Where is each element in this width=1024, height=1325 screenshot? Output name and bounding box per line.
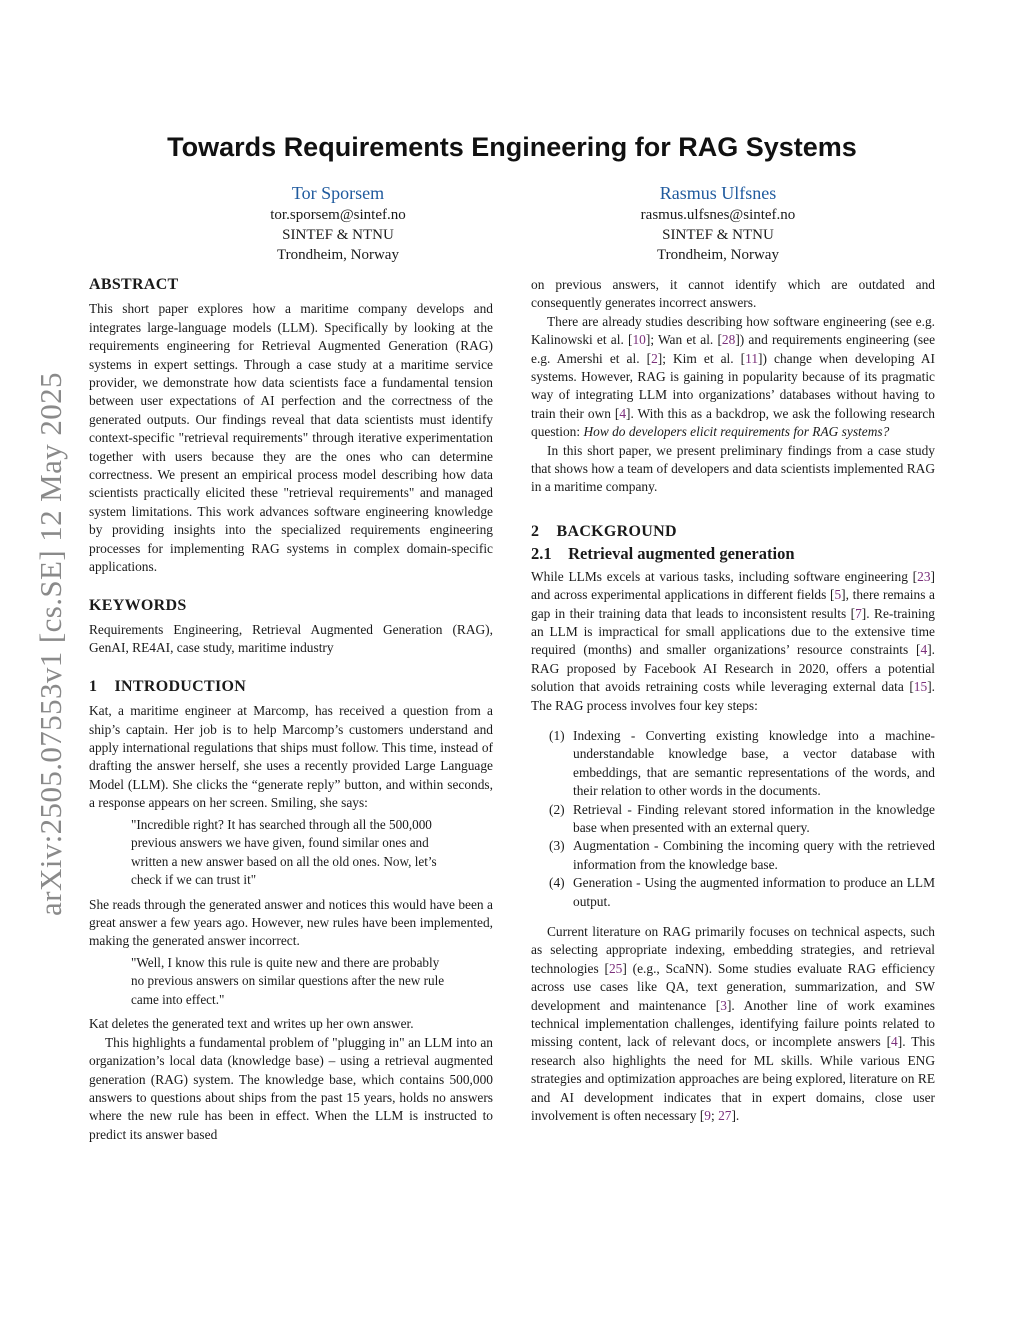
- author-email[interactable]: tor.sporsem@sintef.no: [270, 207, 406, 223]
- citation-link[interactable]: 5: [834, 587, 842, 603]
- list-item: (4) Generation - Using the augmented information to produce an LLM output.: [549, 875, 935, 909]
- citation-link[interactable]: 11: [745, 350, 759, 366]
- rag-subheading: 2.1 Retrieval augmented generation: [531, 544, 795, 564]
- citation-link[interactable]: 28: [721, 332, 736, 348]
- background-heading: 2 BACKGROUND: [531, 522, 677, 540]
- citation-link[interactable]: 27: [718, 1108, 732, 1124]
- background-paragraph: While LLMs excels at various tasks, including software engineering [23] and across experimental applications in different fields [5], there remains a gap in their training data that leads to inconsistent results [7]. Re-training an LLM is impractical for small applications due to the extensive time required (months) and smaller organizations’ resource constraints [4]. RAG proposed by Facebook AI Research in 2020, offers a potential solution that avoids retraining costs while leveraging external data [15]. The RAG process involves four key steps:: [531, 568, 935, 713]
- author-location: Trondheim, Norway: [657, 247, 779, 263]
- citation-link[interactable]: 25: [608, 960, 623, 976]
- arxiv-id: arXiv:2505.07553v1 [cs.SE] 12 May 2025: [33, 372, 68, 916]
- background-paragraph: Current literature on RAG primarily focuses on technical aspects, such as selecting appropriate indexing, embedding strategies, and retrieval technologies [25] (e.g., ScaNN). Some studies evaluate RAG efficiency across use cases like QA, text generation, summarization, and SW development and maintenance [3]. Another line of work examines technical implementation challenges, identifying failure points related to missing content, lack of relevant docs, or incomplete answers [4]. This research also highlights the need for ML skills. While various ENG strategies and optimization approaches are being explored, literature on RE and AI development indicates that in expert domains, close user involvement is often necessary [9; 27].: [531, 924, 935, 1124]
- intro-paragraph: on previous answers, it cannot identify which are outdated and consequently generates incorrect answers.: [531, 277, 935, 311]
- abstract-heading: ABSTRACT: [89, 276, 179, 293]
- abstract-text: This short paper explores how a maritime company develops and integrates large-language models (LLM). Specifically by looking at the requirements engineering for Retrieval Augmented Generation (RAG) systems in expert settings. Through a case study at a maritime service provider, we demonstrate how data scientists face a fundamental tension between user expectations of AI perfection and the correctness of the generated outputs. Our findings reveal that data scientists must identify context-specific "retrieval requirements" through iterative experimentation together with users because they are the ones who can determine correctness. We present an empirical process model describing how data scientists practically elicited these "retrieval requirements" and managed system limitations. This work advances software engineering knowledge by providing insights into the specialized requirements engineering processes for implementing RAG systems in complex domain-specific applications.: [89, 301, 493, 575]
- rag-steps-list: [531, 727, 935, 911]
- author-name[interactable]: Rasmus Ulfsnes: [659, 183, 777, 203]
- citation-link[interactable]: 4: [619, 405, 627, 421]
- citation-link[interactable]: 9: [704, 1108, 711, 1124]
- arxiv-sidebar-stamp: [34, 348, 68, 940]
- author-block-1: [178, 181, 498, 265]
- citation-link[interactable]: 10: [632, 332, 646, 348]
- intro-quote: "Well, I know this rule is quite new and there are probably no previous answers on similar questions after the new rule came into effect.": [131, 954, 445, 1007]
- list-item: (2) Retrieval - Finding relevant stored information in the knowledge base when presented with an external query.: [549, 801, 935, 835]
- author-location: Trondheim, Norway: [277, 247, 399, 263]
- intro-paragraph: In this short paper, we present preliminary findings from a case study that shows how a team of developers and data scientists implemented RAG in a maritime company.: [531, 442, 935, 495]
- keywords-text: Requirements Engineering, Retrieval Augmented Generation (RAG), GenAI, RE4AI, case study, maritime industry: [89, 621, 493, 656]
- left-column: [89, 276, 493, 1144]
- paper-title: Towards Requirements Engineering for RAG Systems: [167, 132, 857, 162]
- intro-heading: 1 INTRODUCTION: [89, 677, 247, 695]
- author-name[interactable]: Tor Sporsem: [291, 183, 385, 203]
- citation-link[interactable]: 2: [651, 350, 658, 366]
- right-column: [531, 276, 935, 1125]
- list-item: (3) Augmentation - Combining the incoming query with the retrieved information from the knowledge base.: [549, 838, 935, 872]
- author-block-2: [558, 181, 878, 265]
- citation-link[interactable]: 3: [720, 997, 727, 1013]
- author-affiliation: SINTEF & NTNU: [662, 227, 774, 243]
- author-affiliation: SINTEF & NTNU: [282, 227, 394, 243]
- research-question: How do developers elicit requirements for RAG systems?: [583, 424, 890, 440]
- intro-paragraph-related-work: There are already studies describing how software engineering (see e.g. Kalinowski et al. [10]; Wan et al. [28]) and requirements engineering (see e.g. Amershi et al. [2]; Kim et al. [11]) change when developing AI systems. However, RAG is gaining in popularity because of its pragmatic way of integrating LLM into organizations’ databases without having to train their own [4]. With this as a backdrop, we ask the following research question: How do developers elicit requirements for RAG systems?: [531, 313, 936, 440]
- citation-link[interactable]: 23: [917, 568, 931, 584]
- intro-paragraph: She reads through the generated answer and notices this would have been a great answer a few years ago. However, new rules have been implemented, making the generated answer incorrect.: [89, 896, 493, 949]
- intro-paragraph: Kat, a maritime engineer at Marcomp, has received a question from a ship’s captain. Her job is to help Marcomp’s customers understand and apply international regulations that ships must follow. This time, instead of drafting the answer herself, she uses a recently provided Large Language Model (LLM). She clicks the “generate reply” button, and within seconds, a response appears on her screen. Smiling, she says:: [89, 703, 493, 811]
- intro-paragraph: Kat deletes the generated text and writes up her own answer.: [89, 1016, 414, 1032]
- author-email[interactable]: rasmus.ulfsnes@sintef.no: [640, 207, 796, 223]
- citation-link[interactable]: 4: [891, 1034, 898, 1050]
- keywords-heading: KEYWORDS: [89, 596, 187, 614]
- intro-paragraph: This highlights a fundamental problem of "plugging in" an LLM into an organization’s local data (knowledge base) – using a retrieval augmented generation (RAG) system. The knowledge base, which contains 500,000 answers to questions about ships from the past 15 years, holds no answers where the new rule has been in effect. When the LLM is instructed to predict its answer based: [89, 1034, 493, 1142]
- intro-quote: "Incredible right? It has searched through all the 500,000 previous answers we have given, found similar ones and written a new answer based on all the old ones. Now, let’s check if we can trust it": [131, 816, 437, 888]
- citation-link[interactable]: 15: [913, 679, 928, 695]
- citation-link[interactable]: 4: [920, 642, 928, 658]
- citation-link[interactable]: 7: [855, 605, 862, 621]
- list-item: (1) Indexing - Converting existing knowledge into a machine-understandable knowledge base, a vector database with embeddings, that are semantic representations of the words, and their relation to other words in the documents.: [549, 727, 935, 799]
